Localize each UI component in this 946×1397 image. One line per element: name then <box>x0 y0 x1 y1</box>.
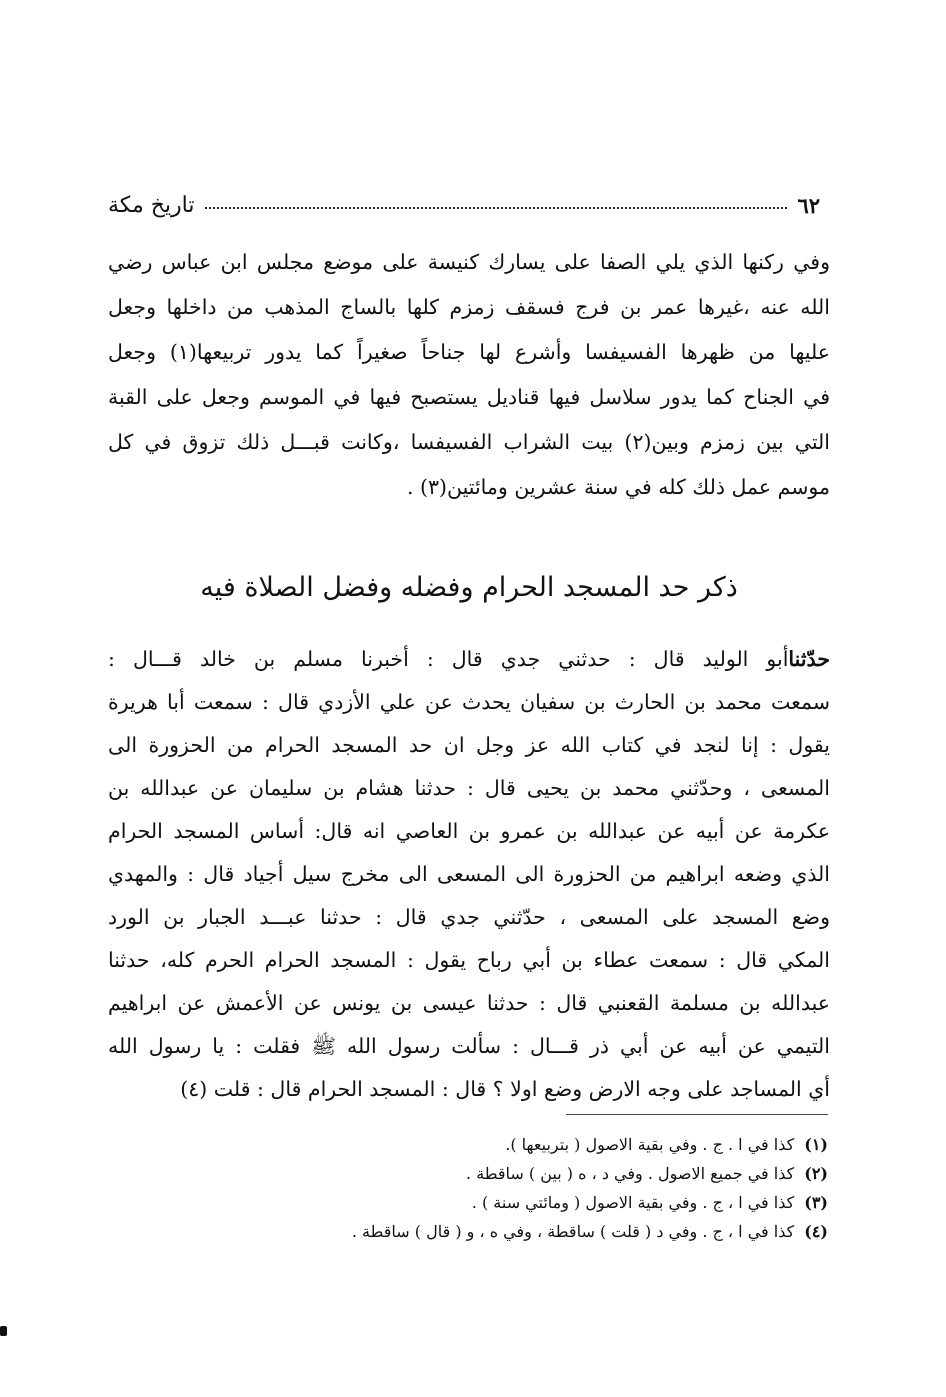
footnote <box>250 1217 828 1246</box>
text-line: وضع المسجد على المسعى ، حدّثني جدي قال : حدثنا عبـــد الجبار بن الورد <box>108 905 830 929</box>
text-line: أي المساجد على وجه الارض وضع اولا ؟ قال : المسجد الحرام قال : قلت (٤) <box>180 1077 830 1101</box>
text-line: سمعت محمد بن الحارث بن سفيان يحدث عن علي الأزدي قال : سمعت أبا هريرة <box>108 690 830 714</box>
footnote-marker: (٤) <box>804 1222 828 1241</box>
lead-word: حدّثنا <box>788 647 830 671</box>
line-text: أبو الوليد قال : حدثني جدي قال : أخبرنا مسلم بن خالد قـــال : <box>108 647 789 671</box>
text-line: عكرمة عن أبيه عن عبدالله بن عمرو بن العاصي انه قال: أساس المسجد الحرام <box>108 819 830 843</box>
footnote-marker: (٣) <box>804 1193 828 1212</box>
text-line <box>108 638 830 681</box>
text-line: يقول : إنا لنجد في كتاب الله عز وجل ان حد المسجد الحرام من الحزورة الى <box>108 733 830 757</box>
text-line: وفي ركنها الذي يلي الصفا على يسارك كنيسة على موضع مجلس ابن عباس رضي <box>108 250 830 274</box>
footnote-text: كذا في ا . ج . وفي بقية الاصول ( بتربيعها ). <box>505 1135 795 1154</box>
text-line: التي بين زمزم وبين(٢) بيت الشراب الفسيفسا ،وكانت قبـــل ذلك تزوق في كل <box>108 430 830 454</box>
text-line: موسم عمل ذلك كله في سنة عشرين ومائتين(٣) . <box>406 475 830 499</box>
footnote <box>250 1159 828 1188</box>
footnote-text: كذا في جميع الاصول . وفي د ، ه ( بين ) ساقطة . <box>466 1164 795 1183</box>
footnote-text: كذا في ا ، ج . وفي د ( قلت ) ساقطة ، وفي ه ، و ( قال ) ساقطة . <box>351 1222 795 1241</box>
footnote-marker: (٢) <box>804 1164 828 1183</box>
text-line: المسعى ، وحدّثني محمد بن يحيى قال : حدثنا هشام بن سليمان عن عبدالله بن <box>108 776 830 800</box>
text-line: في الجناح كما يدور سلاسل فيها قناديل يستصبح فيها في الموسم وجعل على القبة <box>108 385 830 409</box>
text-line: عليها من ظهرها الفسيفسا وأشرع لها جناحاً صغيراً كما يدور تربيعها(١) وجعل <box>108 340 830 364</box>
footnote <box>250 1188 828 1217</box>
scan-edge-mark <box>0 1326 7 1336</box>
intro-paragraph <box>108 240 830 510</box>
footnote-marker: (١) <box>804 1135 828 1154</box>
hadith-paragraph <box>108 638 830 1111</box>
book-title: تاريخ مكة <box>108 192 195 218</box>
footnote-divider <box>566 1114 828 1115</box>
header-dotted-leader <box>205 207 788 209</box>
footnotes <box>250 1130 828 1246</box>
text-line: المكي قال : سمعت عطاء بن أبي رباح يقول : المسجد الحرام الحرم كله، حدثنا <box>108 948 830 972</box>
running-header <box>108 188 820 222</box>
page-number: ٦٢ <box>797 192 820 218</box>
text-line: الله عنه ،غيرها عمر بن فرج فسقف زمزم كلها بالساج المذهب من داخلها وجعل <box>108 295 830 319</box>
footnote-text: كذا في ا ، ج . وفي بقية الاصول ( ومائتي سنة ) . <box>471 1193 795 1212</box>
text-line: عبدالله بن مسلمة القعنبي قال : حدثنا عيسى بن يونس عن الأعمش عن ابراهيم <box>108 991 830 1015</box>
text-line: الذي وضعه ابراهيم من الحزورة الى المسعى الى مخرج سيل أجياد قال : والمهدي <box>108 862 830 886</box>
text-line: التيمي عن أبيه عن أبي ذر قـــال : سألت رسول الله ﷺ فقلت : يا رسول الله <box>108 1034 830 1058</box>
section-heading: ذكر حد المسجد الحرام وفضله وفضل الصلاة فيه <box>200 572 738 603</box>
footnote <box>250 1130 828 1159</box>
